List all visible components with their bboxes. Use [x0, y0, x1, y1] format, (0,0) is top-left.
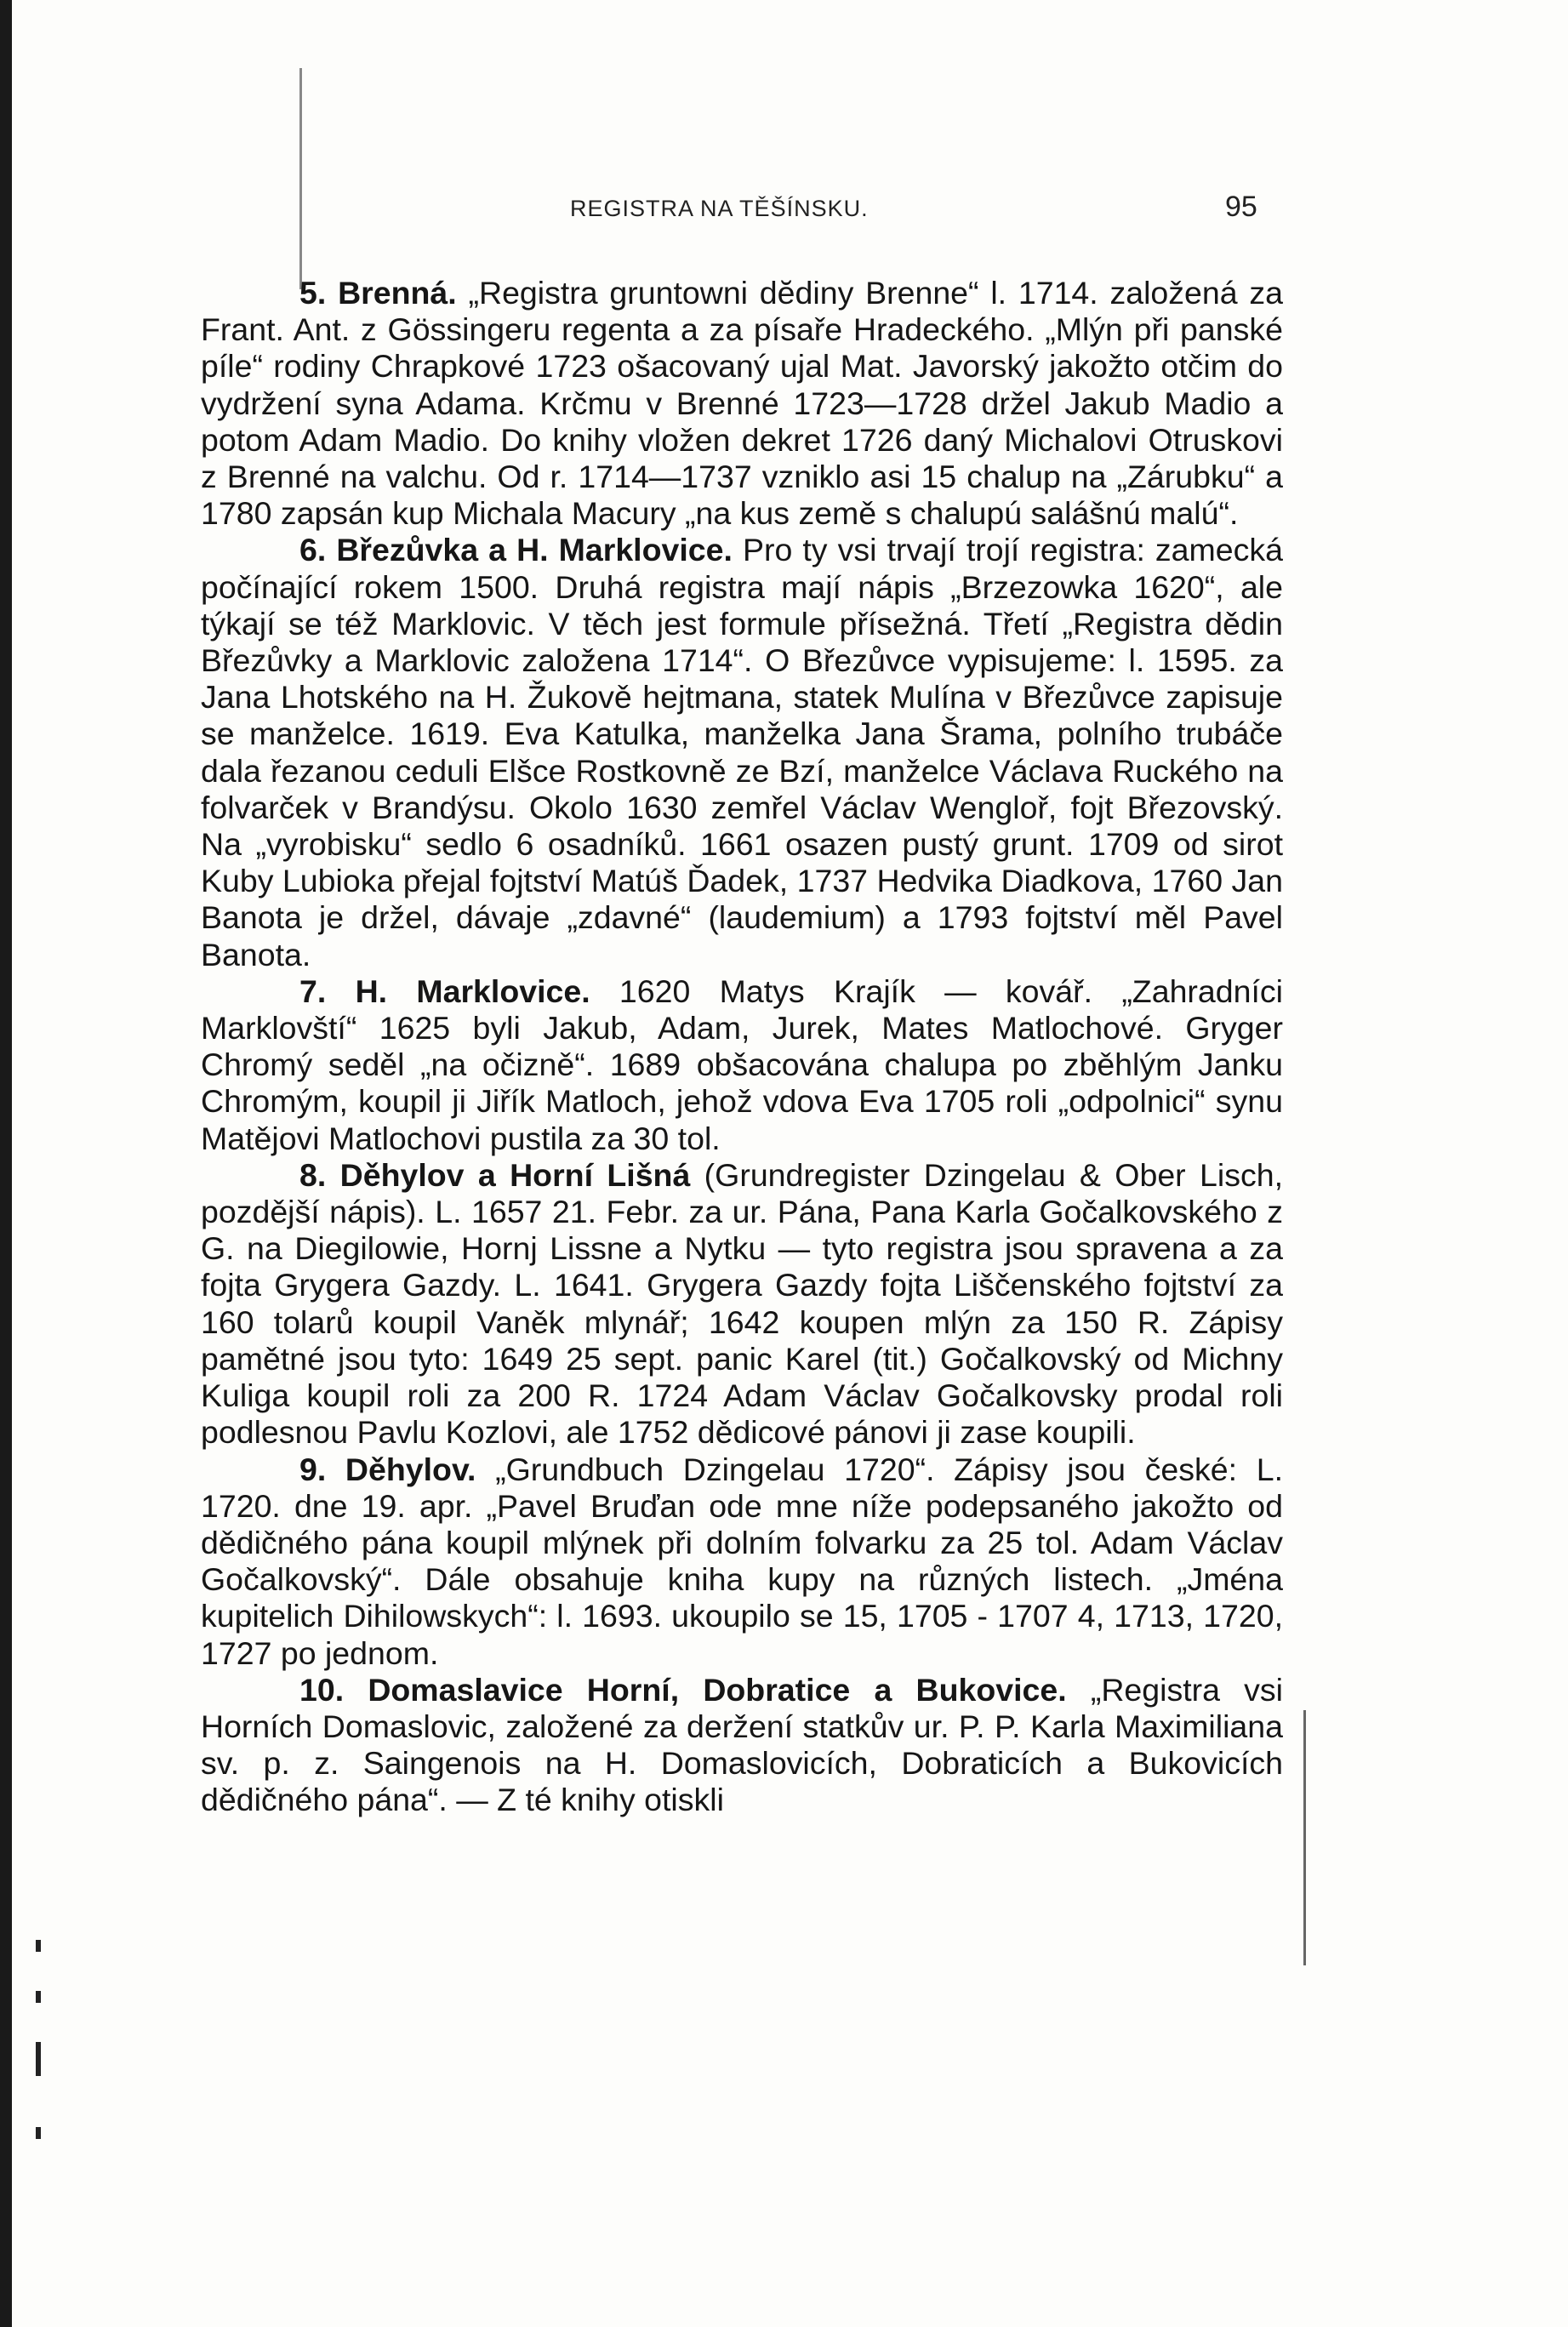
- margin-tick: [36, 2042, 41, 2076]
- body-text: [201, 275, 1283, 1819]
- paragraph-term: 7. H. Marklovice.: [299, 972, 590, 1009]
- page-number: 95: [1225, 191, 1257, 223]
- binding-mark: [299, 68, 302, 289]
- paragraph-term: 8. Děhylov a Horní Lišná: [299, 1156, 691, 1193]
- paragraph-dehylov: [201, 1452, 1283, 1672]
- paragraph-text: (Grundregister Dzingelau & Ober Lisch, pozdější nápis). L. 1657 21. Febr. za ur. Pána, Pana Karla Gočalkovského z G. na Diegilowie, Hornj Lissne a Nytku — tyto registra jsou spravena a za fojta Grygera Gazdy. L. 1641. Grygera Gazdy fojta Liščenského fojtství za 160 tolarů koupil Vaněk mlynář; 1642 koupen mlýn za 150 R. Zápisy pamětné jsou tyto: 1649 25 sept. panic Karel (tit.) Gočalkovský od Michny Kuliga koupil roli za 200 R. 1724 Adam Václav Gočalkovsky prodal roli podlesnou Pavlu Kozlovi, ale 1752 dědicové pánovi ji zase koupili.: [201, 1156, 1283, 1451]
- paragraph-text: „Grundbuch Dzingelau 1720“. Zápisy jsou české: L. 1720. dne 19. apr. „Pavel Bruďan ode mne níže podepsaného jakožto od dědičného pána koupil mlýnek při dolním folvarku za 25 tol. Adam Václav Gočalkovský“. Dále obsahuje kniha kupy na různých listech. „Jména kupitelich Dihilowskych“: l. 1693. ukoupilo se 15, 1705 - 1707 4, 1713, 1720, 1727 po jednom.: [201, 1451, 1283, 1671]
- paragraph-domaslavice: [201, 1672, 1283, 1819]
- margin-pencil-bracket: [1291, 1710, 1306, 1965]
- paragraph-term: 9. Děhylov.: [299, 1451, 476, 1487]
- page-header: [0, 189, 1568, 223]
- paragraph-text: 1620 Matys Krajík — kovář. „Zahradníci Marklovští“ 1625 byli Jakub, Adam, Jurek, Mates Matlochové. Gryger Chromý seděl „na očizně“. 1689 obšacována chalupa po zběhlým Janku Chromým, koupil ji Jiřík Matloch, jehož vdova Eva 1705 roli „odpolnici“ synu Matějovi Matlochovi pustila za 30 tol.: [201, 972, 1283, 1156]
- paragraph-dehylov-lisna: [201, 1157, 1283, 1452]
- paragraph-text: „Registra vsi Horních Domaslovic, založené za deržení statkův ur. P. P. Karla Maximiliana sv. p. z. Saingenois na H. Domaslovicích, Dobraticích a Bukovicích dědičného pána“. — Z té knihy otiskli: [201, 1671, 1284, 1818]
- paragraph-brezuvka: [201, 532, 1283, 972]
- paragraph-term: 6. Březůvka a H. Marklovice.: [299, 532, 733, 568]
- paragraph-brenna: [201, 275, 1283, 532]
- paragraph-term: 10. Domaslavice Horní, Dobratice a Bukovice.: [299, 1671, 1067, 1708]
- running-title: REGISTRA NA TĚŠÍNSKU.: [570, 196, 869, 221]
- paragraph-term: 5. Brenná.: [299, 275, 457, 311]
- margin-marks: [0, 1940, 51, 2280]
- paragraph-text: „Registra gruntowni dĕdiny Brenne“ l. 1714. založená za Frant. Ant. z Gössingeru regenta a za písaře Hradeckého. „Mlýn při panské píle“ rodiny Chrapkové 1723 ošacovaný ujal Mat. Javorský jakožto otčim do vydržení syna Adama. Krčmu v Brenné 1723—1728 držel Jakub Madio a potom Adam Madio. Do knihy vložen dekret 1726 daný Michalovi Otruskovi z Brenné na valchu. Od r. 1714—1737 vzniklo asi 15 chalup na „Zárubku“ a 1780 zapsán kup Michala Macury „na kus země s chalupú salášnú malú“.: [201, 275, 1284, 532]
- paragraph-marklovice: [201, 973, 1283, 1157]
- paragraph-text: Pro ty vsi trvají trojí registra: zamecká počínající rokem 1500. Druhá registra mají nápis „Brzezowka 1620“, ale týkají se též Marklovic. V těch jest formule přísežná. Třetí „Registra dědin Březůvky a Marklovic založena 1714“. O Březůvce vypisujeme: l. 1595. za Jana Lhotského na H. Žukově hejtmana, statek Mulína v Březůvce zapisuje se manželce. 1619. Eva Katulka, manželka Jana Šrama, polního trubáče dala řezanou ceduli Elšce Rostkovně ze Bzí, manželce Václava Ruckého na folvarček v Brandýsu. Okolo 1630 zemřel Václav Wengloř, fojt Březovský. Na „vyrobisku“ sedlo 6 osadníků. 1661 osazen pustý grunt. 1709 od sirot Kuby Lubioka přejal fojtství Matúš Ďadek, 1737 Hedvika Diadkova, 1760 Jan Banota je držel, dávaje „zdavné“ (laudemium) a 1793 fojtství měl Pavel Banota.: [201, 532, 1283, 972]
- margin-tick: [36, 1940, 41, 1952]
- margin-tick: [36, 1991, 41, 2003]
- margin-tick: [36, 2127, 41, 2139]
